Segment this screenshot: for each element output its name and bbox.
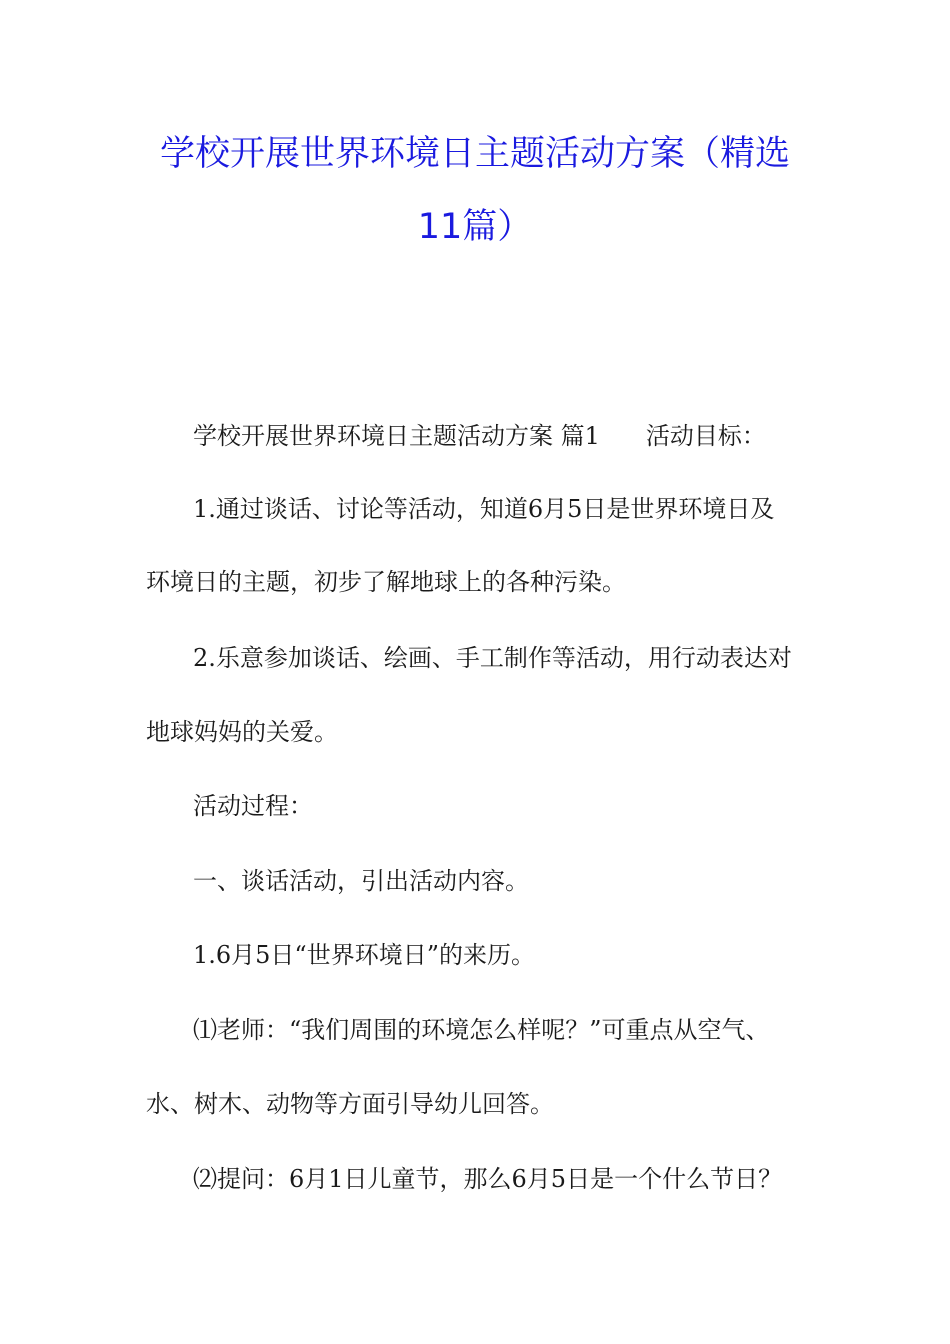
paragraph-1-line-1: 1.通过谈话、讨论等活动，知道6月5日是世界环境日及 bbox=[193, 495, 775, 523]
section-heading: 学校开展世界环境日主题活动方案 篇1 bbox=[193, 422, 600, 450]
paragraph-1-line-2: 环境日的主题，初步了解地球上的各种污染。 bbox=[146, 568, 626, 596]
section-heading-line bbox=[193, 421, 766, 451]
question-1-line-2: 水、树木、动物等方面引导幼儿回答。 bbox=[146, 1090, 554, 1118]
question-2-line-1: ⑵提问：6月1日儿童节，那么6月5日是一个什么节日？ bbox=[193, 1165, 783, 1193]
goal-label: 活动目标： bbox=[645, 422, 766, 450]
paragraph-2-line-2: 地球妈妈的关爱。 bbox=[146, 718, 338, 746]
process-label: 活动过程： bbox=[193, 792, 313, 820]
item-1: 1.6月5日“世界环境日”的来历。 bbox=[193, 941, 535, 969]
document-title-line-1: 学校开展世界环境日主题活动方案（精选 bbox=[159, 134, 790, 174]
section-1-heading: 一、谈话活动，引出活动内容。 bbox=[193, 867, 529, 895]
document-title-line-2: 11篇） bbox=[417, 207, 533, 247]
question-1-line-1: ⑴老师：“我们周围的环境怎么样呢？”可重点从空气、 bbox=[193, 1016, 770, 1044]
paragraph-2-line-1: 2.乐意参加谈话、绘画、手工制作等活动，用行动表达对 bbox=[193, 644, 792, 672]
